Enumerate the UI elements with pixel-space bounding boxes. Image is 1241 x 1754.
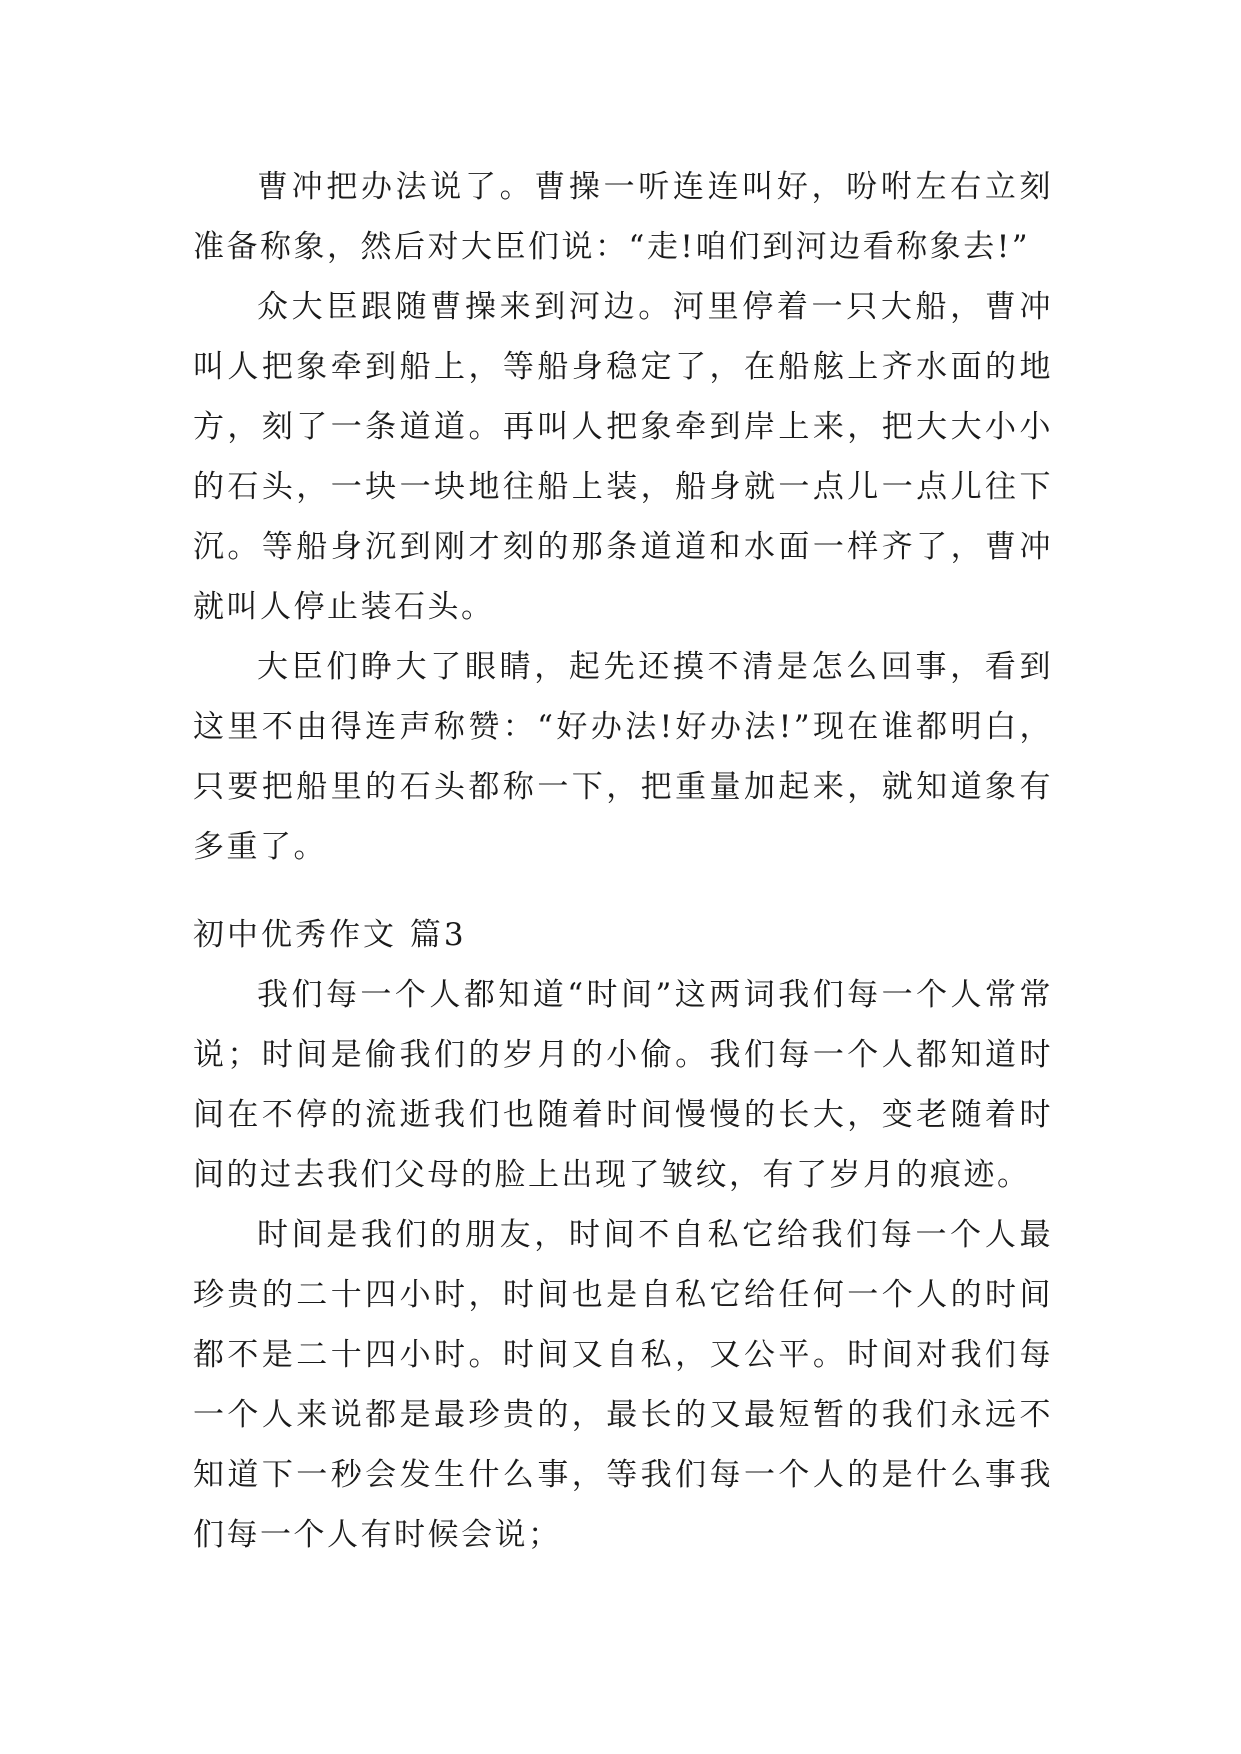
paragraph: 曹冲把办法说了。曹操一听连连叫好，吩咐左右立刻准备称象，然后对大臣们说：“走!咱们到河边看称象去!” <box>193 169 1053 265</box>
paragraph: 时间是我们的朋友，时间不自私它给我们每一个人最珍贵的二十四小时，时间也是自私它给任何一个人的时间都不是二十四小时。时间又自私，又公平。时间对我们每一个人来说都是最珍贵的，最长的又最短暂的我们永远不知道下一秒会发生什么事，等我们每一个人的是什么事我们每一个人有时候会说； <box>193 1217 1053 1553</box>
paragraph: 我们每一个人都知道“时间”这两词我们每一个人常常说；时间是偷我们的岁月的小偷。我们每一个人都知道时间在不停的流逝我们也随着时间慢慢的长大，变老随着时间的过去我们父母的脸上出现了皱纹，有了岁月的痕迹。 <box>193 977 1053 1193</box>
paragraph: 大臣们睁大了眼睛，起先还摸不清是怎么回事，看到这里不由得连声称赞：“好办法!好办法!”现在谁都明白，只要把船里的石头都称一下，把重量加起来，就知道象有多重了。 <box>193 649 1053 865</box>
story-section <box>193 157 1053 877</box>
section-title: 初中优秀作文 篇3 <box>193 917 467 953</box>
essay-section <box>193 905 1053 1565</box>
paragraph: 众大臣跟随曹操来到河边。河里停着一只大船，曹冲叫人把象牵到船上，等船身稳定了，在船舷上齐水面的地方，刻了一条道道。再叫人把象牵到岸上来，把大大小小的石头，一块一块地往船上装，船身就一点儿一点儿往下沉。等船身沉到刚才刻的那条道道和水面一样齐了，曹冲就叫人停止装石头。 <box>193 289 1053 625</box>
